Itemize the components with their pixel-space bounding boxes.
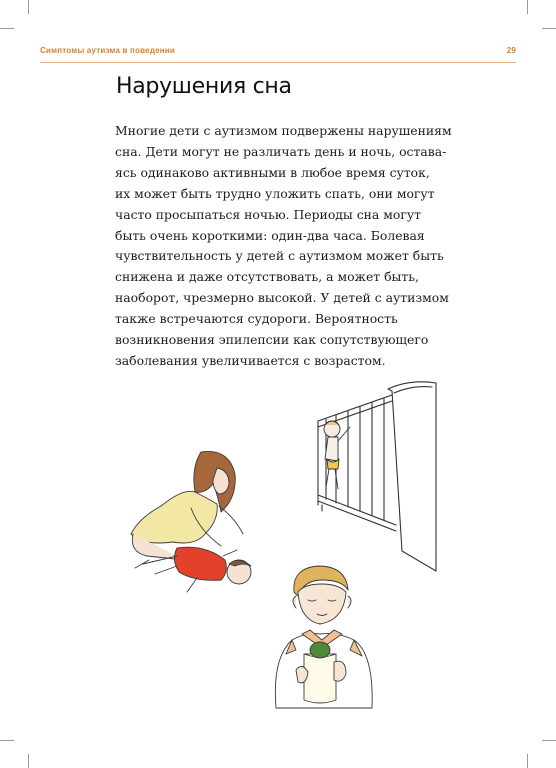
crop-mark-right-top [542, 28, 556, 29]
paragraph-line: также встречаются судороги. Вероятность [115, 311, 398, 327]
paragraph-line: ясь одинаково активными в любое время суток, [115, 164, 430, 180]
crop-mark-bottom-right [527, 754, 528, 768]
crop-mark-left-bottom [0, 740, 14, 741]
paragraph-line: чувствительность у детей с аутизмом может быть [115, 248, 444, 264]
paragraph-line: быть очень короткими: один-два часа. Болевая [115, 227, 425, 243]
page-number: 29 [506, 45, 516, 55]
page-title: Нарушения сна [116, 74, 292, 99]
boy-jar-illustration [262, 562, 384, 712]
paragraph-line: часто просыпаться ночью. Периоды сна могут [115, 206, 421, 222]
paragraph-line: сна. Дети могут не различать день и ночь, остава- [115, 143, 447, 159]
paragraph-line: заболевания увеличивается с возрастом. [115, 352, 386, 368]
header-divider [40, 62, 516, 63]
crop-mark-top-left [28, 0, 29, 14]
paragraph-line: наоборот, чрезмерно высокой. У детей с аутизмом [115, 290, 449, 306]
running-header [40, 42, 516, 58]
paragraph-line: возникновения эпилепсии как сопутствующего [115, 332, 429, 348]
crop-mark-bottom-left [28, 754, 29, 768]
crop-mark-top-right [527, 0, 528, 14]
body-paragraph [115, 121, 475, 372]
paragraph-line: их может быть трудно уложить спать, они могут [115, 185, 435, 201]
paragraph-line: снижена и даже отсутствовать, а может быть, [115, 269, 419, 285]
section-title: Симптомы аутизма в поведении [40, 45, 176, 55]
crop-mark-left-top [0, 28, 14, 29]
seizure-illustration [125, 448, 270, 596]
crib-illustration [300, 375, 450, 575]
crop-mark-right-bottom [542, 740, 556, 741]
paragraph-line: Многие дети с аутизмом подвержены нарушениям [115, 123, 452, 138]
